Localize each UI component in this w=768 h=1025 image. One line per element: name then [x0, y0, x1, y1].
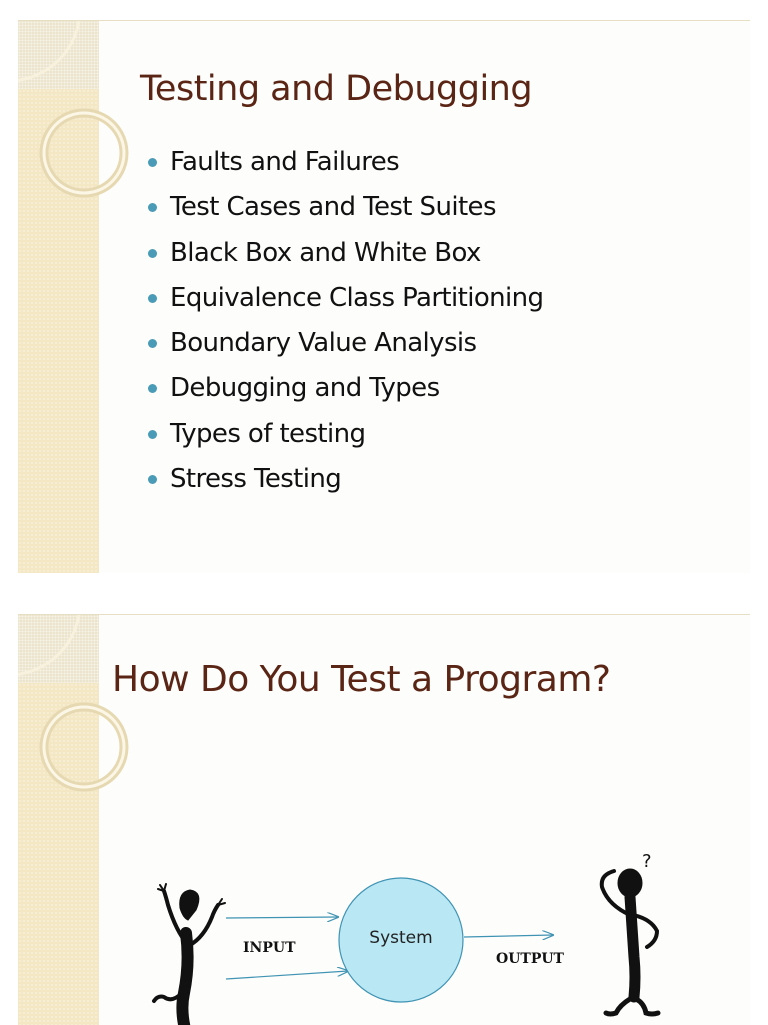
- list-item-label: Test Cases and Test Suites: [170, 192, 496, 223]
- input-arrow-top: [226, 917, 338, 918]
- list-item: [146, 188, 543, 233]
- list-item: [146, 415, 543, 460]
- bullet-icon: [148, 384, 157, 393]
- list-item-label: Debugging and Types: [170, 373, 440, 404]
- list-item: [146, 279, 543, 324]
- list-item-label: Boundary Value Analysis: [170, 328, 477, 359]
- input-label: INPUT: [243, 940, 296, 956]
- page-title: Testing and Debugging: [140, 69, 533, 109]
- bullet-icon: [148, 339, 157, 348]
- bullet-icon: [148, 475, 157, 484]
- bullet-icon: [148, 203, 157, 212]
- list-item-label: Equivalence Class Partitioning: [170, 282, 544, 313]
- list-item: [146, 143, 543, 188]
- list-item: [146, 369, 543, 414]
- system-label: System: [369, 928, 433, 948]
- output-label: OUTPUT: [496, 951, 564, 967]
- output-arrow: [464, 935, 553, 937]
- input-output-diagram: [18, 615, 750, 1025]
- bullet-icon: [148, 158, 157, 167]
- list-item: [146, 324, 543, 369]
- list-item: [146, 460, 543, 505]
- page-title: How Do You Test a Program?: [112, 659, 611, 700]
- slide-how-do-you-test: [18, 614, 750, 1025]
- question-mark-label: ?: [642, 851, 652, 872]
- decorative-rings-icon: [18, 21, 138, 221]
- topic-list: [146, 143, 543, 505]
- tester-figure-icon: [154, 884, 225, 1025]
- list-item-label: Faults and Failures: [170, 147, 400, 177]
- list-item-label: Stress Testing: [170, 464, 342, 495]
- slide-testing-and-debugging: [18, 20, 750, 573]
- list-item: [146, 234, 543, 279]
- list-item-label: Black Box and White Box: [170, 237, 481, 268]
- confused-figure-icon: [602, 869, 658, 1014]
- input-arrow-bottom: [226, 971, 348, 979]
- bullet-icon: [148, 249, 157, 258]
- bullet-icon: [148, 294, 157, 303]
- bullet-icon: [148, 430, 157, 439]
- list-item-label: Types of testing: [170, 418, 366, 449]
